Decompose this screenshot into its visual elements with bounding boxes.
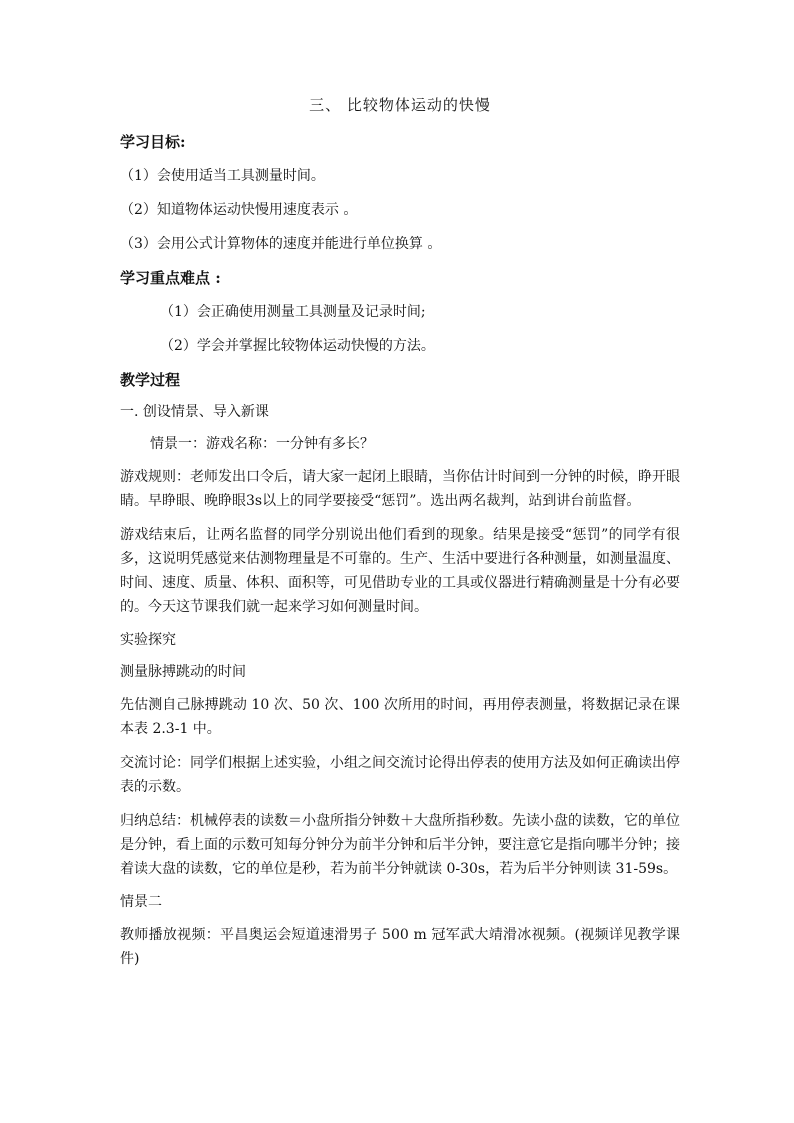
process-heading: 教学过程 bbox=[120, 371, 181, 389]
objectives-heading: 学习目标: bbox=[120, 133, 186, 151]
scene2-heading: 情景二 bbox=[120, 894, 162, 910]
experiment-heading: 实验探究 bbox=[120, 632, 176, 648]
objective-item-2: （2）知道物体运动快慢用速度表示 。 bbox=[120, 202, 358, 218]
game-rules-paragraph: 游戏规则：老师发出口令后，请大家一起闭上眼睛，当你估计时间到一分钟的时候，睁开眼睛。早睁眼、晚睁眼3s以上的同学要接受“惩罚”。选出两名裁判，站到讲台前监督。 bbox=[120, 469, 680, 509]
summary-paragraph: 归纳总结：机械停表的读数＝小盘所指分钟数＋大盘所指秒数。先读小盘的读数，它的单位是分钟，看上面的示数可知每分钟分为前半分钟和后半分钟，要注意它是指向哪半分钟；接着读大盘的读数，它的单位是秒，若为前半分钟就读 0-30s，若为后半分钟则读 31-59s。 bbox=[120, 813, 680, 877]
video-paragraph: 教师播放视频：平昌奥运会短道速滑男子 500 m 冠军武大靖滑冰视频。(视频详见教学课件) bbox=[120, 927, 680, 967]
discussion-paragraph: 交流讨论：同学们根据上述实验，小组之间交流讨论得出停表的使用方法及如何正确读出停表的示数。 bbox=[120, 755, 680, 795]
objective-item-1: （1）会使用适当工具测量时间。 bbox=[120, 168, 325, 184]
pulse-heading: 测量脉搏跳动的时间 bbox=[120, 664, 246, 680]
key-point-item-1: （1）会正确使用测量工具测量及记录时间; bbox=[160, 304, 426, 320]
pulse-paragraph: 先估测自己脉搏跳动 10 次、50 次、100 次所用的时间，再用停表测量，将数据记录在课本表 2.3-1 中。 bbox=[120, 697, 680, 737]
game-end-paragraph: 游戏结束后，让两名监督的同学分别说出他们看到的现象。结果是接受“惩罚”的同学有很多，这说明凭感觉来估测物理量是不可靠的。生产、生活中要进行各种测量，如测量温度、时间、速度、质量、体积、面积等，可见借助专业的工具或仪器进行精确测量是十分有必要的。今天这节课我们就一起来学习如何测量时间。 bbox=[120, 527, 680, 615]
section1-heading: 一. 创设情景、导入新课 bbox=[120, 404, 269, 420]
key-point-item-2: （2）学会并掌握比较物体运动快慢的方法。 bbox=[160, 338, 435, 354]
key-points-heading: 学习重点难点 : bbox=[120, 269, 221, 287]
document-body bbox=[120, 94, 680, 971]
scene1-line: 情景一：游戏名称：一分钟有多长？ bbox=[150, 436, 374, 452]
objective-item-3: （3）会用公式计算物体的速度并能进行单位换算 。 bbox=[120, 236, 442, 252]
document-title: 三、 比较物体运动的快慢 bbox=[309, 96, 491, 114]
